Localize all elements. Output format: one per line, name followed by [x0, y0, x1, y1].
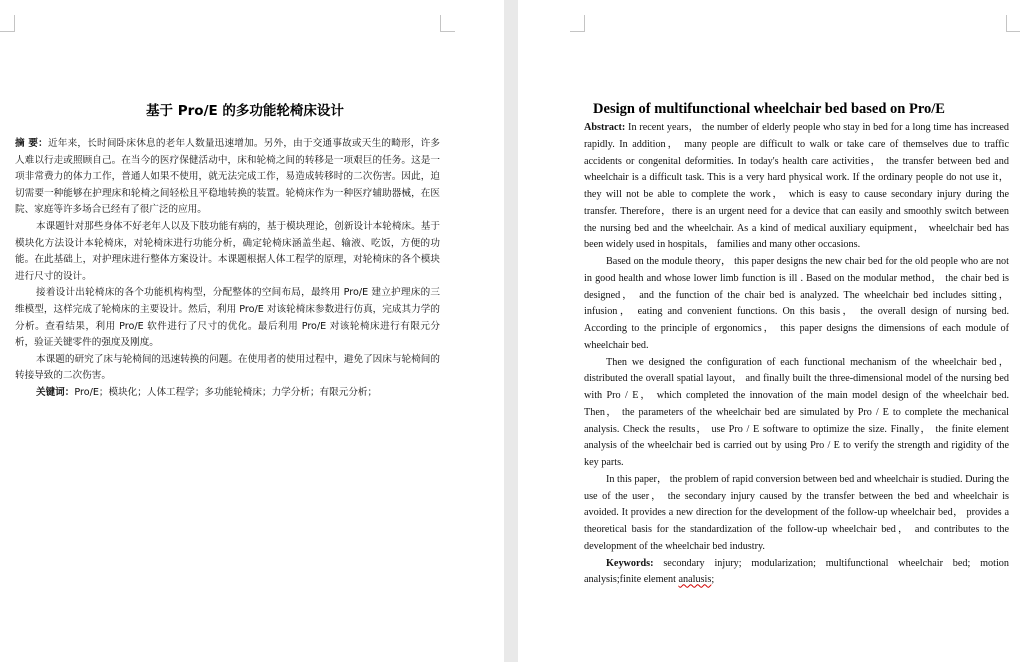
english-paragraph-4: In this paper， the problem of rapid conversion between bed and wheelchair is studied. During the use of the user， the secondary injury caused by the transfer between the bed and wheelchair is avoided. It provides a new direction for the development of the follow-up wheelchair bed， provides a theoretical basis for the standardization of the follow-up wheelchair bed， and contributes to the development of the wheelchair bed industry.	[584, 473, 1009, 552]
chinese-keywords-label: 关键词：	[36, 386, 75, 398]
chinese-abstract-label: 摘 要：	[15, 138, 48, 149]
chinese-keywords-text: Pro/E；模块化；人体工程学；多功能轮椅床；力学分析；有限元分析；	[74, 386, 378, 398]
crop-mark-top-right	[440, 15, 455, 32]
english-abstract-text: In recent years， the number of elderly people who stay in bed for a long time has increased rapidly. In addition， many people are difficult to walk or take care of themselves due to traffic accidents or congenital deformities. In today's health care activities， the transfer between bed and wheelchair is a difficult task. This is a very hard physical work. If the ordinary people do not use it， they will not be able to complete the work， which is easy to cause secondary injury during the transfer. Therefore，there is an urgent need for a device that can easily and smoothly switch between the nursing bed and the wheelchair. As a kind of medical auxiliary equipment， wheelchair bed has been widely used in hospitals， families and many other occasions.	[584, 122, 1009, 251]
chinese-title: 基于 Pro/E 的多功能轮椅床设计	[146, 103, 344, 119]
spelling-error-word[interactable]: analusis	[678, 574, 712, 586]
document-page-english	[518, 0, 1020, 662]
chinese-body	[15, 136, 440, 402]
english-paragraph-3: Then we designed the configuration of each functional mechanism of the wheelchair bed， distributed the overall spatial layout， and finally built the three-dimensional model of the nursing bed with Pro / E， which completed the innovation of the main model design of the wheelchair bed. Then， the parameters of the wheelchair bed are simulated by Pro / E to complete the mechanical analysis. Check the results， use Pro / E software to optimize the size. Finally， the finite element analysis of the wheelchair bed is carried out by using Pro / E to verify the strength and rigidity of the key parts.	[584, 356, 1009, 468]
english-paragraph-2: Based on the module theory， this paper designs the new chair bed for the old people who are not in good health and whose lower limb function is ill . Based on the modular method， the chair bed is designed， and the function of the chair bed is analyzed. The wheelchair bed includes sitting， infusion， eating and convenient functions. On this basis， the overall design of nursing bed. According to the principle of ergonomics， this paper designs the dimensions of each module of wheelchair bed.	[584, 256, 1009, 351]
chinese-abstract	[15, 136, 440, 219]
english-keywords-label: Keywords:	[606, 557, 654, 569]
english-abstract-label: Abstract:	[584, 122, 626, 133]
crop-mark-top-right	[1006, 15, 1020, 32]
english-abstract	[584, 120, 1009, 254]
english-keywords-end: ;	[711, 574, 715, 586]
document-page-chinese	[0, 0, 504, 662]
english-keywords	[584, 556, 1009, 590]
chinese-abstract-text: 近年来，长时间卧床休息的老年人数量迅速增加。另外，由于交通事故或天生的畸形，许多人难以行走或照顾自己。在当今的医疗保健活动中，床和轮椅之间的转移是一项艰巨的任务。这是一项非常费力的体力工作，普通人如果不使用，就无法完成工作，易造成转移时的二次伤害。因此，迫切需要一种能够在护理床和轮椅之间轻松且平稳地转换的装置。轮椅床作为一种医疗辅助器械，在医院、家庭等许多场合已经有了很广泛的应用。	[15, 138, 441, 216]
english-title: Design of multifunctional wheelchair bed based on Pro/E	[593, 101, 945, 117]
english-keywords-text: secondary injury; modularization; multifunctional wheelchair bed; motion analysis;finite element	[584, 557, 1009, 586]
crop-mark-top-left	[0, 15, 15, 32]
english-body	[584, 120, 1009, 589]
chinese-keywords	[15, 385, 440, 402]
chinese-paragraph-3: 接着设计出轮椅床的各个功能机构构型，分配整体的空间布局，最终用 Pro/E 建立护理床的三维模型，这样完成了轮椅床的主要设计。然后，利用 Pro/E 对该轮椅床参数进行仿真，完成其力学的分析。查看结果，利用 Pro/E 软件进行了尺寸的优化。最后利用 Pro/E 对该轮椅床进行有限元分析，验证关键零件的强度及刚度。	[15, 287, 440, 349]
chinese-paragraph-2: 本课题针对那些身体不好老年人以及下肢功能有病的，基于模块理论，创新设计本轮椅床。基于模块化方法设计本轮椅床，对轮椅床进行功能分析，确定轮椅床涵盖坐起、输液、吃饭，方便的功能。在此基础上，对护理床进行整体方案设计。本课题根据人体工程学的原理，对轮椅床的各个模块进行尺寸的设计。	[15, 220, 440, 282]
chinese-paragraph-4: 本课题的研究了床与轮椅间的迅速转换的问题。在使用者的使用过程中，避免了因床与轮椅间的转接导致的二次伤害。	[15, 353, 440, 382]
crop-mark-top-left	[570, 15, 585, 32]
